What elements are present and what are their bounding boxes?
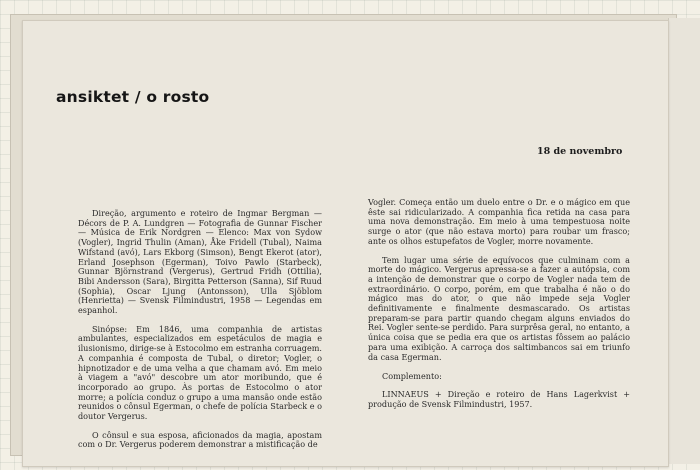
complement-label: Complemento: bbox=[382, 371, 442, 382]
page-title: ansiktet / o rosto bbox=[56, 88, 210, 106]
screening-date: 18 de novembro bbox=[537, 146, 623, 157]
right-column bbox=[368, 198, 630, 409]
synopsis-paragraph-1: Sinópse: Em 1846, uma companhia de artistas ambulantes, especializados em espetáculos de magia e ilusionismo, dirige-se à Estocolmo em estranha corruagem. A companhia é composta de Tubal, o diretor; Vogler, o hipnotizador e de uma velha a que chamam avó. Em meio à viagem a "avó" descobre um ator moribundo, que é incorporado ao grupo. Às portas de Estocolmo o ator morre; a polícia conduz o grupo a uma mansão onde estão reunidos o cônsul Egerman, o chefe de polícia Starbeck e o doutor Vergerus. bbox=[78, 323, 322, 422]
synopsis-paragraph-4: Tem lugar uma série de equívocos que culminam com a morte do mágico. Vergerus apressa-se a fazer a autópsia, com a intenção de demonstrar que o corpo de Vogler nada tem de extraordinário. O corpo, porém, em que trabalha é não o do mágico mas do ator, o que não impede seja Vogler definitivamente e finalmente desmascarado. Os artistas preparam-se para partir quando chegam alguns enviados do Rei. Vogler sente-se perdido. Para surprêsa geral, no entanto, a única coisa que se pedia era que os artistas fôssem ao palácio para uma exibição. A carroça dos saltimbancos sai em triunfo da casa Egerman. bbox=[368, 254, 630, 362]
complement-text: LINNAEUS + Direção e roteiro de Hans Lagerkvist + produção de Svensk Filmindustri, 1957. bbox=[368, 388, 630, 409]
left-column bbox=[78, 209, 322, 450]
synopsis-paragraph-3: Vogler. Começa então um duelo entre o Dr. e o mágico em que êste sai ridicularizado. A companhia fica retida na casa para uma nova demonstração. Em meio à uma tempestuosa noite surge o ator (que não estava morto) para roubar um frasco; ante os olhos estupefatos de Vogler, morre novamente. bbox=[368, 197, 630, 246]
synopsis-paragraph-2: O cônsul e sua esposa, aficionados da magia, apostam com o Dr. Vergerus poderem demonstrar a mistificação de bbox=[78, 429, 322, 450]
facing-page bbox=[668, 18, 700, 464]
credits-paragraph: Direção, argumento e roteiro de Ingmar Bergman — Décors de P. A. Lundgren — Fotografia de Gunnar Fischer — Música de Erik Nordgren — Elenco: Max von Sydow (Vogler), Ingrid Thulin (Aman), Åke Fridell (Tubal), Naima Wifstand (avó), Lars Ekborg (Simson), Bengt Ekerot (ator), Erland Josephson (Egerman), Toivo Pawlo (Starbeck), Gunnar Björnstrand (Vergerus), Gertrud Fridh (Ottilia), Bibi Andersson (Sara), Birgitta Petterson (Sanna), Sif Ruud (Sophia), Oscar Ljung (Antonsson), Ulla Sjöblom (Henrietta) — Svensk Filmindustri, 1958 — Legendas em espanhol. bbox=[78, 208, 322, 316]
